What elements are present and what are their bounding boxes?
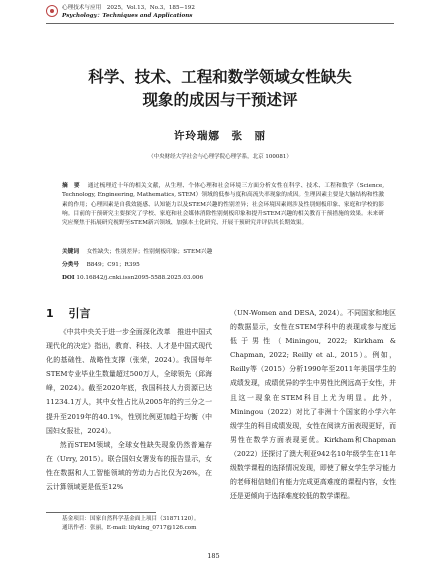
header-rule [46, 23, 394, 24]
paragraph: （UN-Women and DESA, 2024）。不同国家和地区的数据显示，女性在STEM学科中的表现或参与度远低于男性（Miningou, 2022; Kirkham & Chapman, 2022; Reilly et al., 2015）。例如，Reilly等（2015）分析1990年至2011年美国学生的成绩发现，成绩优异的学生中男性比例远高于女性，并且这一现象在STEM科目上尤为明显。此外，Miningou（2022）对比了非洲十个国家的小学六年级学生的科目成绩发现，女性在阅读方面表现更好，而男性在数学方面表现更优。Kirkham和Chapman（2022）还探讨了澳大利亚942名10年级学生在11年级数学课程的选择情况发现，即使了解女学生学习能力的老师相信她们有能力完成更高难度的课程内容，女性还是更倾向于选择难度较低的数学课程。 [230, 309, 396, 501]
footnote-rule [46, 512, 156, 513]
journal-logo-icon [46, 5, 58, 17]
issue-info: 2025，Vol.13，No.3，185−192 [106, 5, 195, 11]
doi-label: DOI [62, 275, 75, 281]
article-title-line1: 科学、技术、工程和数学领域女性缺失 [88, 67, 352, 86]
abstract-text: 通过梳理近十年的相关文献，从生理、个体心理和社会环境三方面分析女性在科学、技术、工程和数学（Science, Technology, Engineering, Mathematics, STEM）领域的低参与度和高流失率现象的成因。生理因素主要是大脑结构和性激素的作用；心理因素是自我效能感、认知能力以及STEM兴趣的性别差异；社会环境因素则涉及性别刻板印象、家庭和学校的影响。目前的干预研究主要探究了学校、家庭和社会媒体消除性别刻板印象和提升STEM兴趣的相关教育干预措施的效果。未来研究应聚焦于拓展研究视野至STEM新兴领域、加强本土化研究、开展干预研究并评估其长期效果。 [62, 183, 385, 227]
classification-text: B849；C91；R395 [86, 262, 140, 268]
classification-label: 分类号 [62, 262, 80, 268]
doi-text: 10.16842/j.cnki.issn2095-5588.2025.03.006 [76, 275, 204, 281]
footnotes [62, 515, 200, 532]
page-number: 185 [207, 552, 220, 560]
section-title: 引言 [68, 307, 91, 320]
classification-line [62, 261, 384, 270]
right-column [230, 306, 396, 503]
journal-header [62, 4, 402, 20]
keywords-line [62, 248, 384, 257]
journal-name-en: Psychology：Techniques and Applications [62, 13, 193, 19]
journal-name-cn: 心理技术与应用 [62, 5, 102, 11]
article-title-line2: 现象的成因与干预述评 [142, 90, 298, 109]
abstract [62, 182, 384, 228]
keywords-text: 女性缺失；性别差异；性别刻板印象；STEM兴趣 [86, 249, 213, 255]
paragraph: 《中共中央关于进一步全面深化改革 推进中国式现代化的决定》指出，教育、科技、人才是中国式现代化的基础性、战略性支撑（张荣，2024）。我国每年STEM专业毕业生数量超过500万人，全球领先（邱海峰，2024）。截至2020年底，我国科技人力资源已达11234.1万人，其中女性占比从2005年的约三分之一提升至2019年的40.1%，性别比例更加趋于均衡（中国妇女报社，2024）。 [46, 328, 212, 435]
section-heading [46, 305, 91, 321]
authors: 许玲瑞娜 张 丽 [174, 130, 266, 142]
affiliation: （中央财经大学社会与心理学院心理学系，北京 100081） [148, 154, 292, 160]
left-column [46, 325, 212, 494]
keywords-label: 关键词 [62, 249, 80, 255]
section-number: 1 [46, 307, 54, 320]
abstract-label: 摘 要 [62, 183, 80, 189]
fund-note: 基金项目：国家自然科学基金面上项目（31871120）。 [62, 516, 200, 522]
doi-line [62, 274, 384, 283]
paragraph: 然而STEM领域，全球女性缺失现象仍然普遍存在（Urry, 2015）。联合国妇女署发布的报告显示，女性在数据和人工智能领域的劳动力占比仅为26%，在云计算领域更是低至12% [46, 440, 212, 492]
corresponding-author-note: 通讯作者：张丽，E-mail: lilyking_0717@126.com [62, 524, 197, 531]
